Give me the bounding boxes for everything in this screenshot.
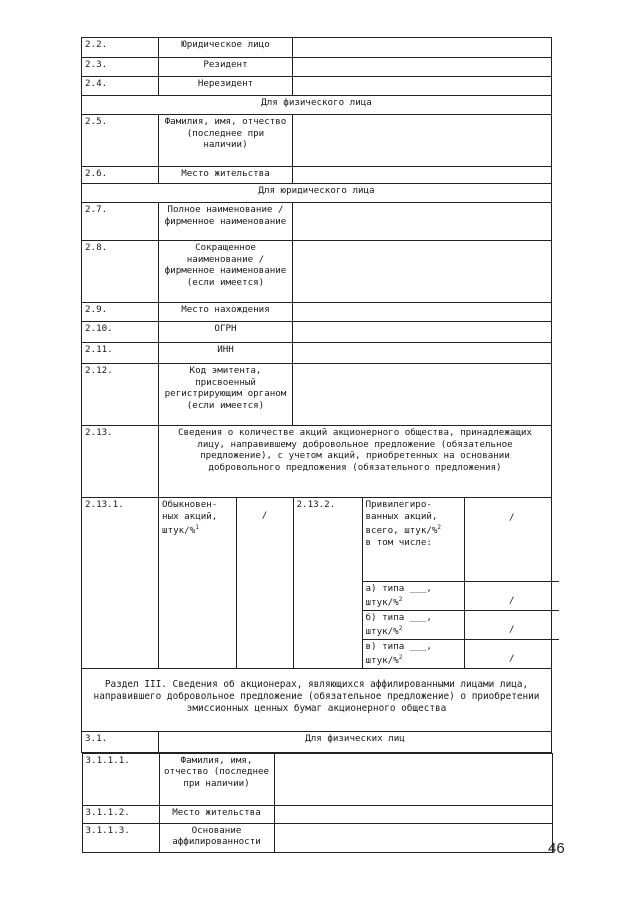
shares-detail-cell bbox=[159, 498, 552, 669]
ordinary-shares-value[interactable]: / bbox=[236, 498, 293, 668]
row-number: 2.7. bbox=[82, 203, 159, 241]
row-label: Резидент bbox=[159, 58, 293, 77]
value-cell[interactable] bbox=[293, 58, 552, 77]
shares-detail-table bbox=[159, 498, 559, 668]
preferred-shares-value[interactable]: / bbox=[464, 498, 559, 581]
row-number: 2.13. bbox=[82, 426, 159, 498]
row-number: 2.3. bbox=[82, 58, 159, 77]
row-label: Юридическое лицо bbox=[159, 38, 293, 58]
type-c-value[interactable]: / bbox=[464, 639, 559, 668]
row-number: 2.8. bbox=[82, 241, 159, 303]
affiliated-table bbox=[82, 753, 553, 853]
type-a-value[interactable]: / bbox=[464, 581, 559, 610]
value-cell[interactable] bbox=[293, 343, 552, 364]
table-row bbox=[82, 426, 552, 498]
section3-title: Раздел III. Сведения об акционерах, являющихся аффилированными лицами лица, направившего добровольное предложение (обязательное предложение) о приобретении эмиссионных ценных бумаг акционерного общества bbox=[82, 668, 552, 731]
ordinary-label-line2: ных акций, bbox=[162, 510, 218, 522]
row-number: 2.4. bbox=[82, 77, 159, 96]
value-cell[interactable] bbox=[293, 203, 552, 241]
value-cell[interactable] bbox=[274, 823, 552, 852]
table-row bbox=[82, 77, 552, 96]
row-number: 2.11. bbox=[82, 343, 159, 364]
shares-row bbox=[82, 498, 552, 669]
row-label: Код эмитента, присвоенный регистрирующим органом (если имеется) bbox=[159, 364, 293, 426]
value-cell[interactable] bbox=[293, 364, 552, 426]
type-a-label: а) типа ___, штук/%$^2$ bbox=[362, 581, 464, 610]
row-number: 3.1.1.2. bbox=[82, 805, 159, 823]
row-number: 2.5. bbox=[82, 115, 159, 167]
table-row bbox=[82, 241, 552, 303]
preferred-suffix: в том числе: bbox=[365, 536, 432, 548]
section-header-row bbox=[82, 184, 552, 203]
row-label: Фамилия, имя, отчество (последнее при наличии) bbox=[159, 753, 274, 805]
row-number: 3.1.1.1. bbox=[82, 753, 159, 805]
value-cell[interactable] bbox=[293, 77, 552, 96]
section-header-row bbox=[82, 668, 552, 731]
row-label: Полное наименование / фирменное наименование bbox=[159, 203, 293, 241]
row-label: Основание аффилированности bbox=[159, 823, 274, 852]
row-label: Нерезидент bbox=[159, 77, 293, 96]
footnote-mark: 2 bbox=[437, 524, 442, 531]
value-cell[interactable] bbox=[274, 805, 552, 823]
value-cell[interactable] bbox=[293, 241, 552, 303]
preferred-row-number: 2.13.2. bbox=[293, 498, 362, 668]
row-number: 2.6. bbox=[82, 167, 159, 184]
row-label: ИНН bbox=[159, 343, 293, 364]
affiliated-rows bbox=[82, 752, 552, 853]
affiliated-cell bbox=[82, 752, 552, 853]
row-number: 3.1. bbox=[82, 731, 159, 752]
table-row bbox=[82, 731, 552, 752]
table-row bbox=[82, 203, 552, 241]
type-c-label: в) типа ___, штук/%$^2$ bbox=[362, 639, 464, 668]
section-physical-header: Для физического лица bbox=[82, 96, 552, 115]
row-number: 2.13.1. bbox=[82, 498, 159, 669]
table-row bbox=[82, 322, 552, 343]
form-table bbox=[81, 37, 552, 853]
row-number: 2.2. bbox=[82, 38, 159, 58]
value-cell[interactable] bbox=[293, 303, 552, 322]
ordinary-shares-label bbox=[159, 498, 236, 668]
shares-info-text: Сведения о количестве акций акционерного общества, принадлежащих лицу, направившему добровольное предложение (обязательное предложение), с учетом акций, приобретенных на основании добровольного предложения (обязательного предложения) bbox=[159, 426, 552, 498]
table-row bbox=[82, 343, 552, 364]
row-label: Место жительства bbox=[159, 805, 274, 823]
row-number: 2.9. bbox=[82, 303, 159, 322]
row-number: 2.10. bbox=[82, 322, 159, 343]
row-label: Фамилия, имя, отчество (последнее при наличии) bbox=[159, 115, 293, 167]
table-row bbox=[82, 364, 552, 426]
page-number: 46 bbox=[548, 840, 565, 857]
ordinary-label-line1: Обыкновен- bbox=[162, 499, 218, 510]
value-cell[interactable] bbox=[293, 167, 552, 184]
row-label: Сокращенное наименование / фирменное наименование (если имеется) bbox=[159, 241, 293, 303]
table-row bbox=[82, 303, 552, 322]
section-legal-header: Для юридического лица bbox=[82, 184, 552, 203]
value-cell[interactable] bbox=[293, 38, 552, 58]
type-b-label: б) типа ___, штук/%$^2$ bbox=[362, 610, 464, 639]
ordinary-label-line3: штук/% bbox=[162, 525, 196, 537]
table-row bbox=[82, 58, 552, 77]
physical-persons-header: Для физических лиц bbox=[159, 731, 552, 752]
value-cell[interactable] bbox=[274, 753, 552, 805]
preferred-shares-label: Привилегиро-ванных акций, всего, штук/%$^2$ в том числе: bbox=[362, 498, 464, 581]
value-cell[interactable] bbox=[293, 322, 552, 343]
row-number: 3.1.1.3. bbox=[82, 823, 159, 852]
footnote-mark: 1 bbox=[195, 524, 199, 531]
row-label: ОГРН bbox=[159, 322, 293, 343]
table-row bbox=[82, 38, 552, 58]
row-label: Место жительства bbox=[159, 167, 293, 184]
section-header-row bbox=[82, 96, 552, 115]
type-b-value[interactable]: / bbox=[464, 610, 559, 639]
table-row bbox=[82, 115, 552, 167]
row-label: Место нахождения bbox=[159, 303, 293, 322]
row-number: 2.12. bbox=[82, 364, 159, 426]
table-row bbox=[82, 167, 552, 184]
value-cell[interactable] bbox=[293, 115, 552, 167]
